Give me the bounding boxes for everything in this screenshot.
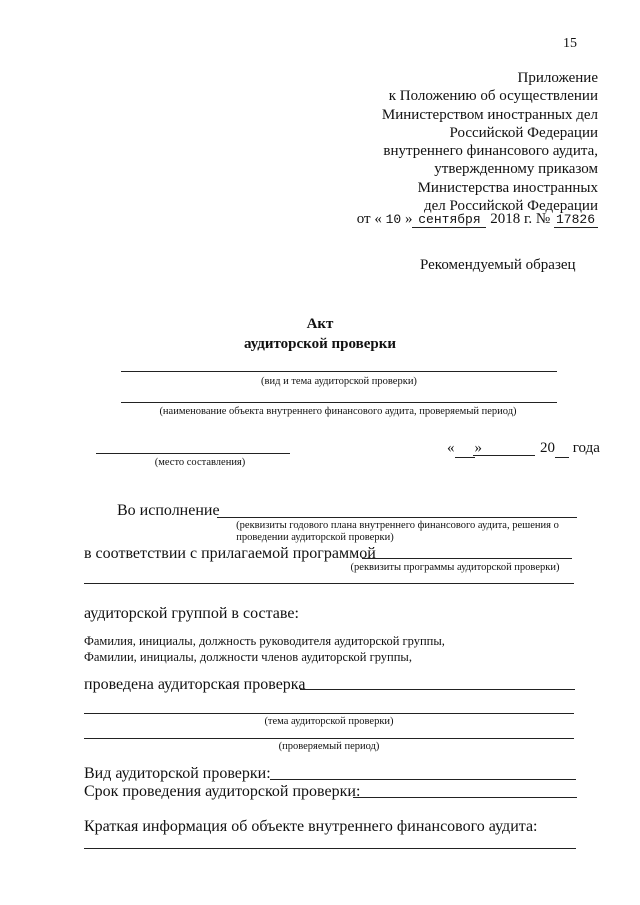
object-name-line bbox=[121, 402, 557, 403]
date-century: 20 bbox=[540, 440, 555, 456]
audit-conducted-label: проведена аудиторская проверка bbox=[84, 676, 306, 693]
audit-period-label: Срок проведения аудиторской проверки: bbox=[84, 783, 361, 800]
group-members-text: Фамилии, инициалы, должности членов аудиторской группы, bbox=[84, 650, 412, 664]
approval-line: дел Российской Федерации bbox=[423, 198, 598, 215]
year-label: 2018 г. № bbox=[490, 211, 551, 227]
per-program-label: в соответствии с прилагаемой программой bbox=[84, 545, 376, 562]
program-details-caption: (реквизиты программы аудиторской проверки) bbox=[350, 562, 560, 573]
audit-type-topic-line bbox=[121, 371, 557, 372]
date-prefix: от « bbox=[356, 211, 382, 227]
plan-details-caption-1: (реквизиты годового плана внутреннего финансового аудита, решения о bbox=[236, 520, 559, 531]
group-leader-text: Фамилия, инициалы, должность руководителя аудиторской группы, bbox=[84, 634, 445, 648]
approval-line: Министерства иностранных bbox=[417, 179, 598, 196]
date-separator: » bbox=[404, 211, 413, 227]
per-program-line bbox=[362, 558, 572, 559]
object-info-line bbox=[84, 848, 576, 849]
plan-details-caption-2: проведении аудиторской проверки) bbox=[236, 532, 394, 543]
approval-line: Приложение bbox=[517, 70, 598, 86]
audit-type-line bbox=[270, 779, 576, 780]
approval-line: Российской Федерации bbox=[449, 124, 598, 141]
place-caption: (место составления) bbox=[154, 457, 246, 468]
in-execution-line bbox=[217, 517, 577, 518]
sample-label: Рекомендуемый образец bbox=[420, 257, 576, 273]
in-execution-label: Во исполнение bbox=[117, 502, 220, 519]
approval-line: Министерством иностранных дел bbox=[381, 106, 598, 123]
object-name-caption: (наименование объекта внутреннего финансового аудита, проверяемый период) bbox=[159, 406, 517, 417]
audit-topic-line bbox=[84, 713, 574, 714]
approval-line: к Положению об осуществлении bbox=[388, 88, 598, 105]
place-line bbox=[96, 453, 290, 454]
audit-type-topic-caption: (вид и тема аудиторской проверки) bbox=[261, 376, 417, 387]
program-extra-line bbox=[84, 583, 574, 584]
document-subtitle: аудиторской проверки bbox=[243, 336, 397, 352]
order-month: сентября bbox=[412, 212, 486, 228]
document-title: Акт bbox=[306, 316, 334, 332]
audit-period-line bbox=[353, 797, 577, 798]
group-composition-label: аудиторской группой в составе: bbox=[84, 605, 299, 622]
audit-topic-caption: (тема аудиторской проверки) bbox=[264, 716, 394, 727]
audit-type-label: Вид аудиторской проверки: bbox=[84, 765, 271, 782]
date-open-quote: « bbox=[447, 440, 455, 456]
approval-block bbox=[278, 69, 598, 215]
date-month-line bbox=[473, 455, 535, 456]
order-day: 10 bbox=[385, 212, 402, 227]
approval-line: утвержденному приказом bbox=[434, 161, 598, 178]
date-suffix: года bbox=[572, 440, 600, 456]
date-year-field bbox=[540, 440, 600, 458]
approval-line: внутреннего финансового аудита, bbox=[383, 143, 598, 160]
object-info-label: Краткая информация об объекте внутреннего финансового аудита: bbox=[84, 818, 538, 835]
audited-period-caption: (проверяемый период) bbox=[278, 741, 380, 752]
order-number: 17826 bbox=[554, 212, 598, 228]
page-number: 15 bbox=[563, 36, 577, 51]
audit-conducted-line bbox=[300, 689, 575, 690]
audited-period-line bbox=[84, 738, 574, 739]
date-close-quote: » bbox=[474, 440, 482, 456]
order-date-row bbox=[357, 211, 598, 228]
